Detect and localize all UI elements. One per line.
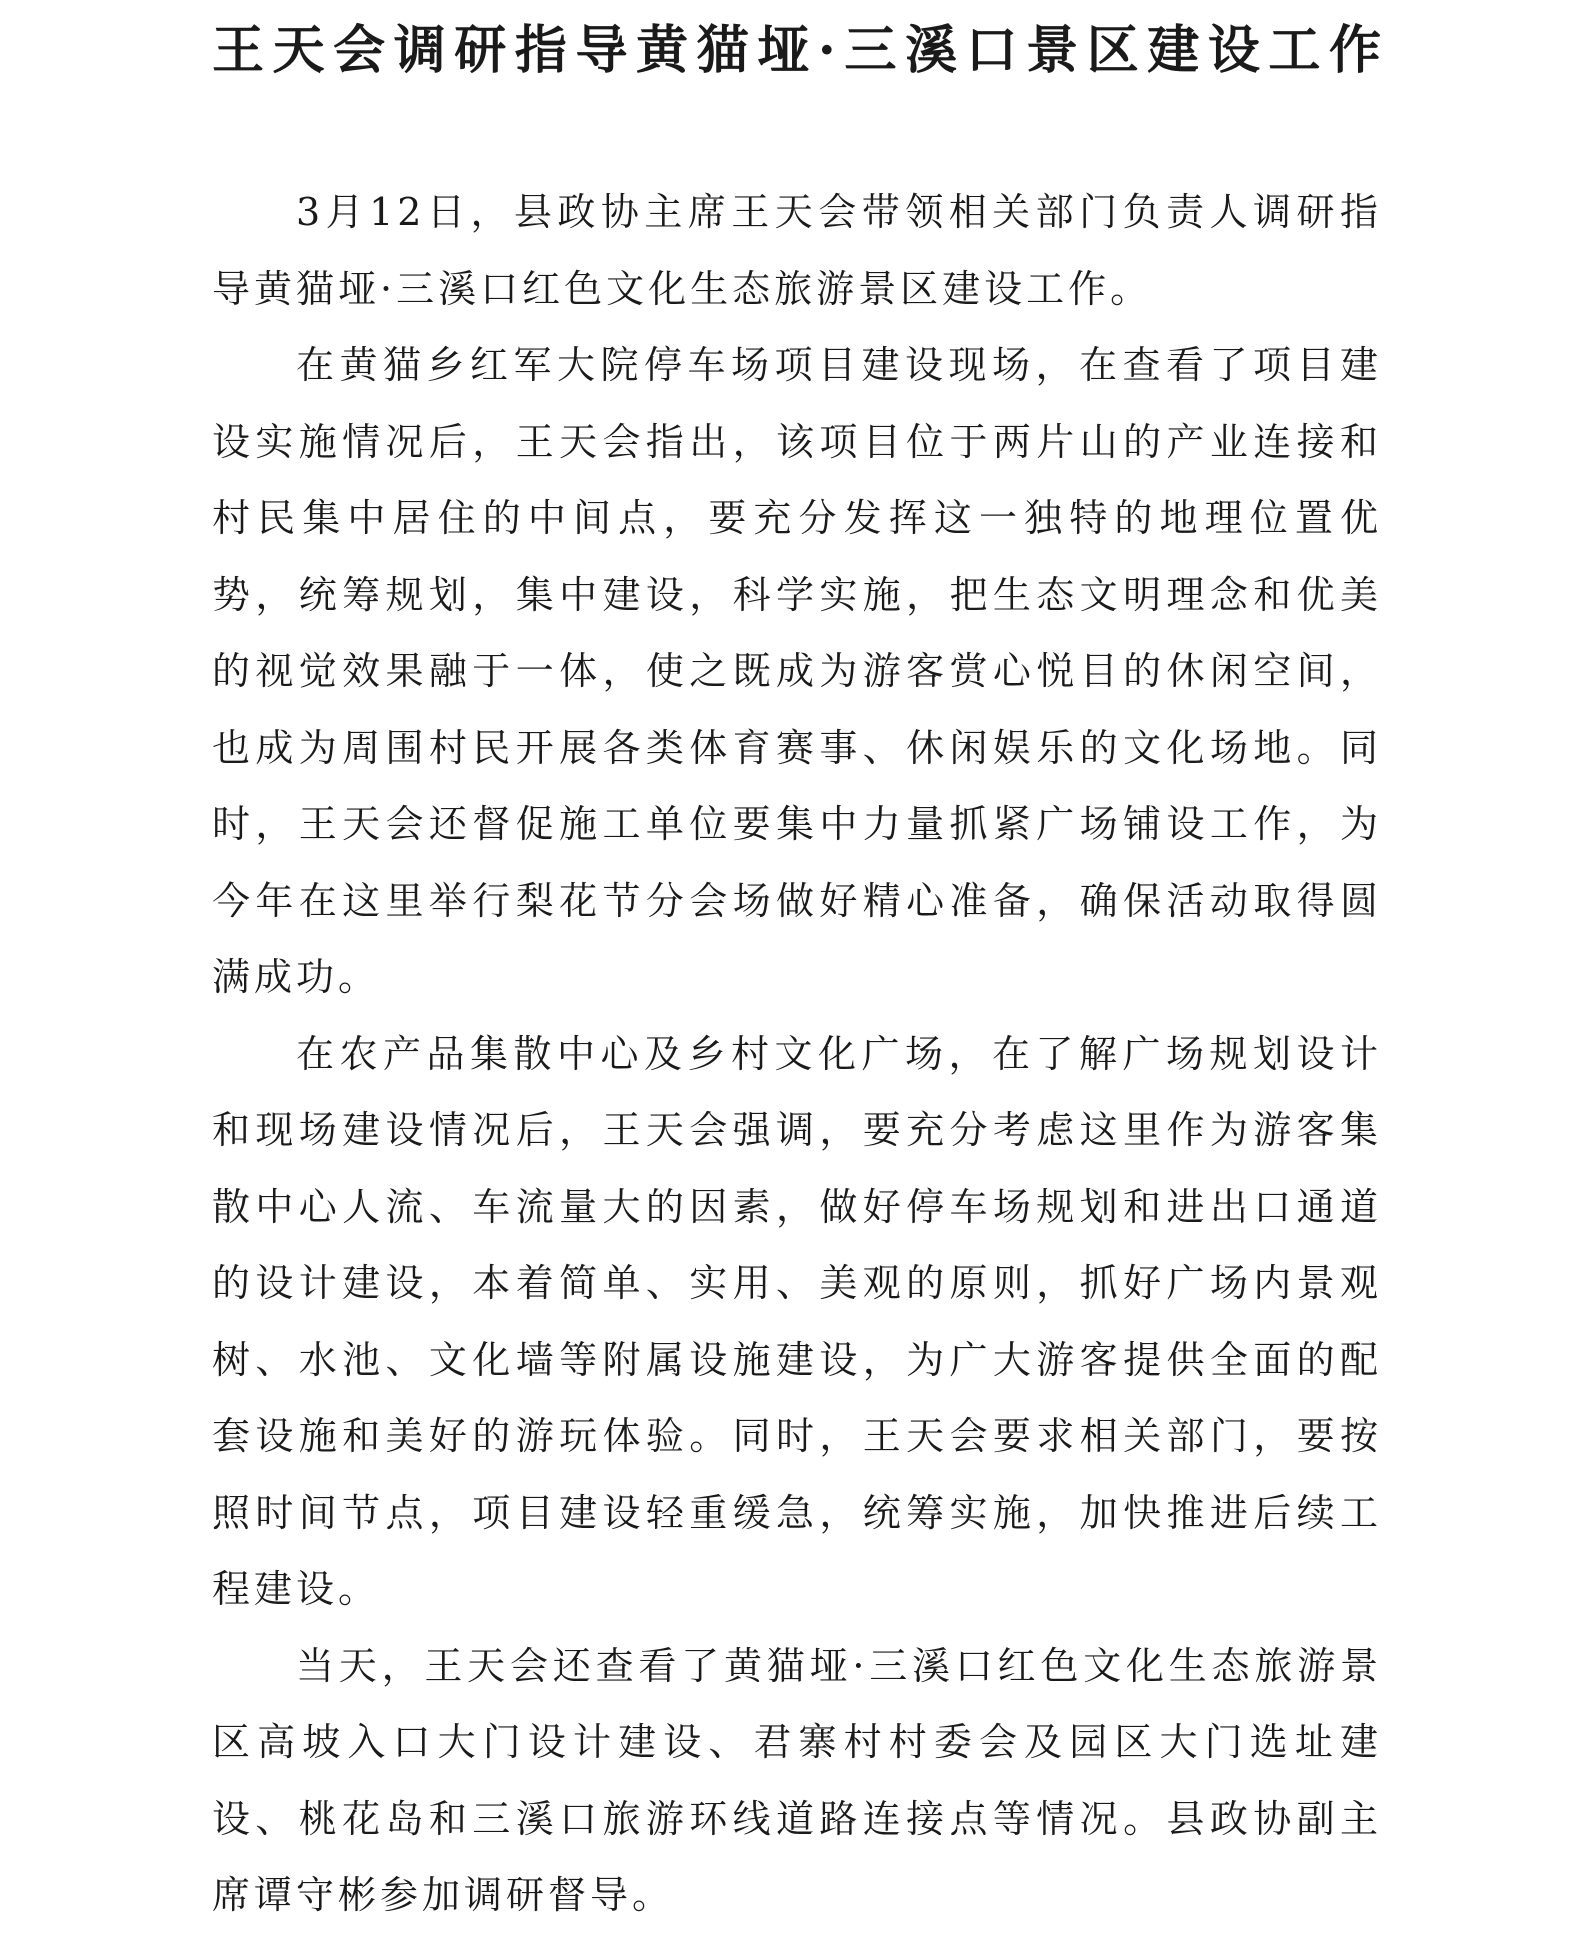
paragraph: 当天，王天会还查看了黄猫垭·三溪口红色文化生态旅游景区高坡入口大门设计建设、君寨村村委会及园区大门选址建设、桃花岛和三溪口旅游环线道路连接点等情况。县政协副主席谭守彬参加调研督导。: [212, 1643, 1382, 1917]
document-page: [212, 0, 1382, 1934]
article-body: [212, 174, 1382, 1934]
paragraph: 在黄猫乡红军大院停车场项目建设现场，在查看了项目建设实施情况后，王天会指出，该项目位于两片山的产业连接和村民集中居住的中间点，要充分发挥这一独特的地理位置优势，统筹规划，集中建设，科学实施，把生态文明理念和优美的视觉效果融于一体，使之既成为游客赏心悦目的休闲空间，也成为周围村民开展各类体育赛事、休闲娱乐的文化场地。同时，王天会还督促施工单位要集中力量抓紧广场铺设工作，为今年在这里举行梨花节分会场做好精心准备，确保活动取得圆满成功。: [212, 343, 1382, 999]
paragraph: 3月12日，县政协主席王天会带领相关部门负责人调研指导黄猫垭·三溪口红色文化生态旅游景区建设工作。: [212, 190, 1382, 311]
paragraph: 在农产品集散中心及乡村文化广场，在了解广场规划设计和现场建设情况后，王天会强调，要充分考虑这里作为游客集散中心人流、车流量大的因素，做好停车场规划和进出口通道的设计建设，本着简单、实用、美观的原则，抓好广场内景观树、水池、文化墙等附属设施建设，为广大游客提供全面的配套设施和美好的游玩体验。同时，王天会要求相关部门，要按照时间节点，项目建设轻重缓急，统筹实施，加快推进后续工程建设。: [212, 1031, 1382, 1611]
article-title: 王天会调研指导黄猫垭·三溪口景区建设工作: [212, 20, 1382, 81]
